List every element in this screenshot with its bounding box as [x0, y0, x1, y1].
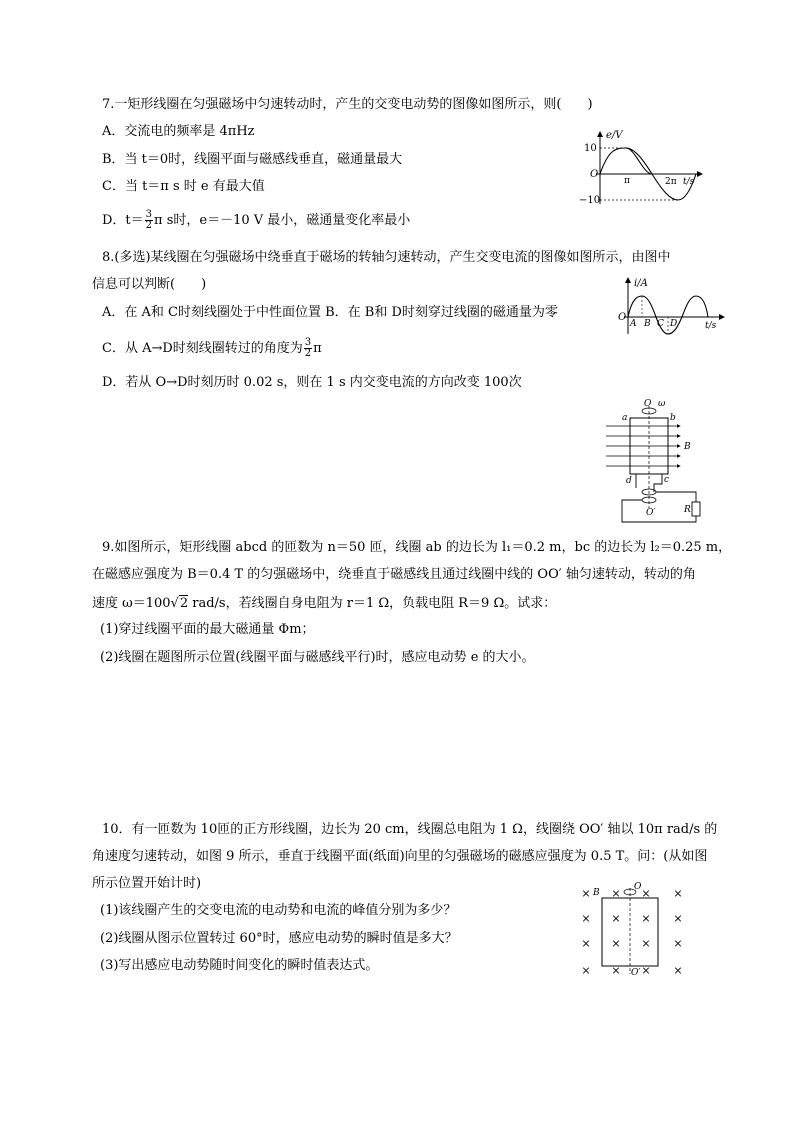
fraction-denominator: 2 — [304, 348, 312, 359]
q8-current-graph — [612, 276, 728, 336]
point-c-label: C — [657, 319, 664, 329]
q9-subq2: (2)线圈在题图所示位置(线圈平面与磁感线平行)时，感应电动势 e 的大小。 — [100, 650, 535, 665]
label-o-prime: O′ — [631, 968, 641, 978]
label-r: R — [684, 505, 691, 515]
q8-option-c-fraction — [304, 338, 312, 359]
q8-option-d: D．若从 O→D时刻历时 0.02 s，则在 1 s 内交变电流的方向改变 100次 — [102, 375, 522, 390]
q10-line3: 所示位置开始计时) — [92, 876, 202, 891]
q7-stem: 7.一矩形线圈在匀强磁场中匀速转动时，产生的交变电动势的图像如图所示，则( ) — [102, 97, 593, 112]
q8-option-ab: A．在 A和 C时刻线圈处于中性面位置 B．在 B和 D时刻穿过线圈的磁通量为零 — [102, 305, 558, 320]
q8-stem-line1: 8.(多选)某线圈在匀强磁场中绕垂直于磁场的转轴匀速转动，产生交变电流的图像如图所示，由图中 — [102, 250, 671, 265]
field-cross-mark: × — [673, 912, 683, 925]
field-cross-mark: × — [581, 912, 591, 925]
label-b: B — [593, 888, 600, 898]
field-cross-mark: × — [673, 937, 683, 950]
origin-label: O — [618, 312, 627, 323]
field-cross-mark: × — [611, 912, 621, 925]
label-a: a — [622, 413, 628, 423]
field-cross-mark: × — [641, 887, 651, 900]
field-cross-mark: × — [673, 887, 683, 900]
y-tick-top: 10 — [584, 143, 597, 154]
emf-sine-curve — [600, 148, 652, 174]
q8-option-c-suffix: π — [313, 341, 322, 356]
q8-stem-line2: 信息可以判断( ) — [92, 277, 207, 292]
label-d: d — [626, 476, 632, 486]
field-cross-mark: × — [581, 887, 591, 900]
q9-coil-diagram — [598, 398, 708, 530]
q7-emf-graph — [578, 128, 706, 208]
q7-option-d-suffix: π s时，e＝－10 V 最小，磁通量变化率最小 — [154, 213, 411, 228]
q10-subq2: (2)线圈从图示位置转过 60°时，感应电动势的瞬时值是多大？ — [100, 931, 458, 946]
q9-line3-prefix: 速度 ω＝100 — [92, 596, 171, 611]
q9-line3 — [92, 594, 556, 614]
q7-option-d-prefix: D．t＝ — [102, 213, 144, 228]
x-tick-pi: π — [624, 176, 630, 186]
origin-label: O — [590, 169, 599, 180]
q9-line2: 在磁感应强度为 B＝0.4 T 的匀强磁场中，绕垂直于磁感线且通过线圈中线的 OO′ 轴匀速转动，转动的角 — [92, 567, 696, 582]
current-sine-curve — [628, 296, 708, 334]
resistor-r — [692, 502, 700, 516]
point-a-label: A — [630, 319, 637, 329]
fraction-denominator: 2 — [145, 220, 153, 231]
q7-option-a: A．交流电的频率是 4πHz — [102, 124, 255, 139]
x-tick-2pi: 2π — [665, 177, 677, 187]
q10-subq3: (3)写出感应电动势随时间变化的瞬时值表达式。 — [100, 958, 379, 973]
q7-option-c: C．当 t＝π s 时 e 有最大值 — [102, 179, 265, 194]
q7-option-d — [102, 210, 410, 231]
q10-square-coil-diagram — [578, 882, 690, 980]
point-d-label: D — [670, 319, 678, 329]
y-axis-label: i/A — [634, 278, 648, 289]
q10-line2: 角速度匀速转动，如图 9 所示，垂直于线圈平面(纸面)向里的匀强磁场的磁感应强度为 0.5 T。问：(从如图 — [92, 849, 708, 864]
label-o: O — [644, 399, 652, 409]
fraction-numerator: 3 — [145, 209, 153, 220]
label-c: c — [664, 475, 670, 485]
q8-option-c — [102, 338, 322, 359]
q9-line3-suffix: rad/s，若线圈自身电阻为 r＝1 Ω，负载电阻 R＝9 Ω。试求： — [188, 596, 557, 611]
field-cross-mark: × — [611, 964, 621, 977]
field-cross-mark: × — [673, 964, 683, 977]
field-cross-mark: × — [641, 912, 651, 925]
field-cross-mark: × — [641, 964, 651, 977]
field-cross-mark: × — [641, 937, 651, 950]
x-axis-label: t/s — [683, 177, 695, 187]
field-cross-mark: × — [581, 937, 591, 950]
field-cross-mark: × — [611, 887, 621, 900]
field-crosses — [581, 887, 682, 977]
q7-option-d-fraction — [145, 210, 153, 231]
y-axis-label: e/V — [606, 130, 623, 141]
field-cross-mark: × — [611, 937, 621, 950]
x-axis-label: t/s — [705, 321, 717, 331]
q9-subq1: (1)穿过线圈平面的最大磁通量 Φm； — [100, 622, 315, 637]
sqrt-symbol: √2 — [170, 596, 189, 611]
q9-line1: 9.如图所示，矩形线圈 abcd 的匝数为 n＝50 匝，线圈 ab 的边长为 l₁＝0.2 m，bc 的边长为 l₂＝0.25 m， — [102, 540, 732, 555]
sqrt-radicand: 2 — [179, 596, 189, 611]
label-field-b: B — [684, 442, 691, 452]
label-b: b — [670, 413, 676, 423]
point-b-label: B — [644, 319, 651, 329]
y-tick-bottom: −10 — [579, 195, 601, 206]
q10-line1: 10．有一匝数为 10匝的正方形线圈，边长为 20 cm，线圈总电阻为 1 Ω，线圈绕 OO′ 轴以 10π rad/s 的 — [102, 822, 718, 837]
label-o: O — [634, 882, 642, 892]
fraction-numerator: 3 — [304, 337, 312, 348]
label-o-prime: O′ — [646, 508, 656, 518]
magnetic-field-lines — [606, 426, 680, 466]
q7-option-b: B．当 t＝0时，线圈平面与磁感线垂直，磁通量最大 — [102, 152, 403, 167]
label-omega: ω — [658, 399, 666, 409]
q8-option-c-prefix: C．从 A→D时刻线圈转过的角度为 — [102, 341, 303, 356]
field-cross-mark: × — [581, 964, 591, 977]
q10-subq1: (1)该线圈产生的交变电流的电动势和电流的峰值分别为多少？ — [100, 903, 457, 918]
